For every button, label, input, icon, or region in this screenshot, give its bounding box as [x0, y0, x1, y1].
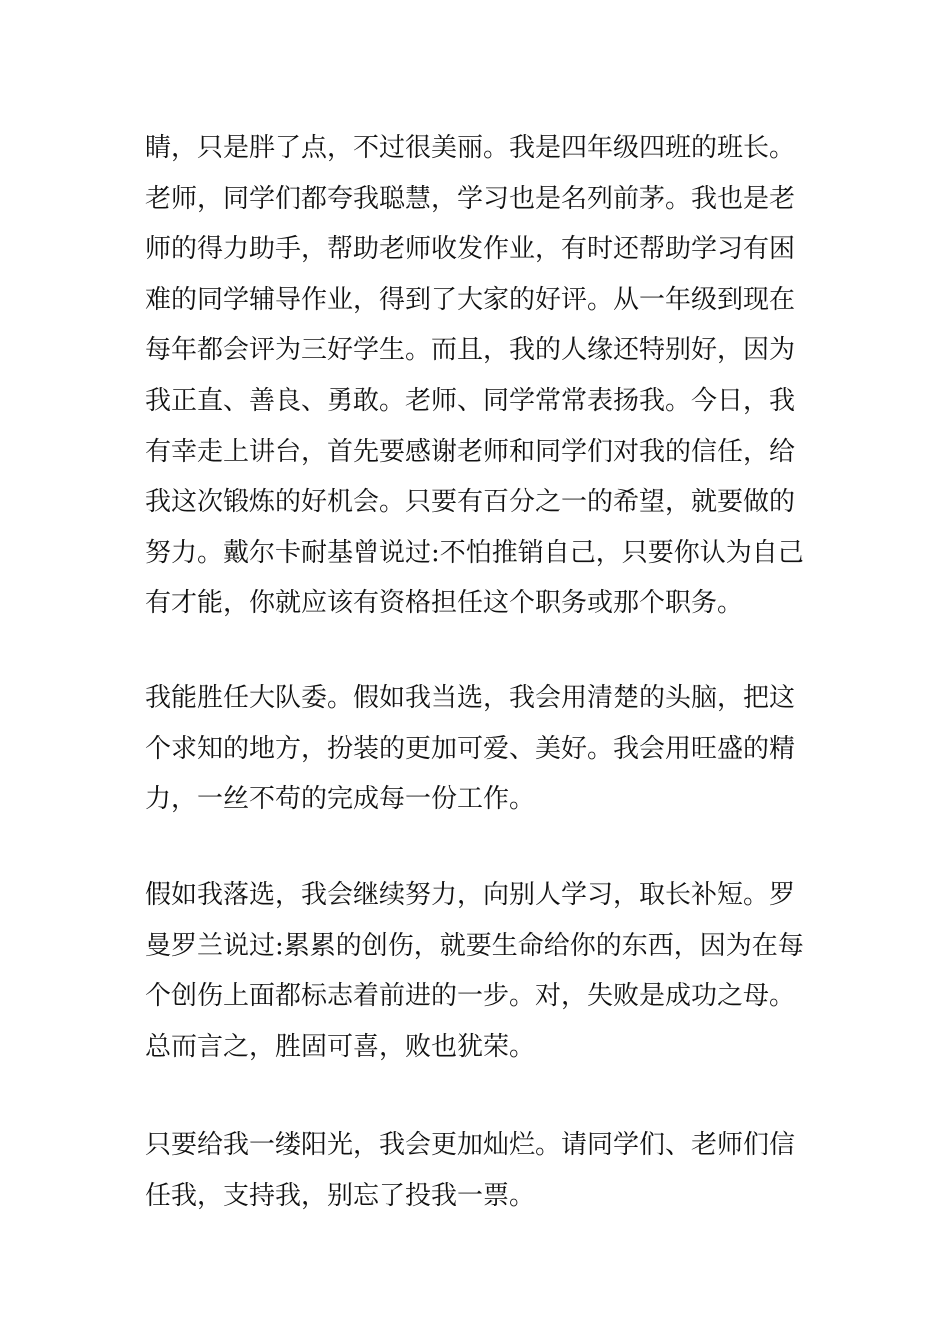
paragraph-line: 任我，支持我，别忘了投我一票。 [145, 1180, 536, 1211]
paragraph-line: 努力。戴尔卡耐基曾说过:不怕推销自己，只要你认为自己 [145, 537, 804, 568]
paragraph-line: 只要给我一缕阳光，我会更加灿烂。请同学们、老师们信 [145, 1130, 796, 1160]
paragraph-line: 假如我落选，我会继续努力，向别人学习，取长补短。罗 [145, 880, 796, 910]
paragraph-line: 力，一丝不苟的完成每一份工作。 [145, 784, 536, 815]
paragraph-if-elected [145, 673, 815, 825]
paragraph-line: 总而言之，胜固可喜，败也犹荣。 [145, 1031, 536, 1062]
paragraph-line: 难的同学辅导作业，得到了大家的好评。从一年级到现在 [145, 284, 796, 315]
paragraph-line: 我能胜任大队委。假如我当选，我会用清楚的头脑，把这 [145, 683, 796, 713]
paragraph-line: 个求知的地方，扮装的更加可爱、美好。我会用旺盛的精 [145, 733, 796, 764]
paragraph-line: 曼罗兰说过:累累的创伤，就要生命给你的东西，因为在每 [145, 930, 804, 961]
paragraph-closing [145, 1120, 815, 1221]
paragraph-self-introduction [145, 123, 815, 629]
paragraph-line: 有才能，你就应该有资格担任这个职务或那个职务。 [145, 588, 744, 619]
paragraph-line: 老师，同学们都夸我聪慧，学习也是名列前茅。我也是老 [145, 183, 796, 214]
paragraph-line: 我这次锻炼的好机会。只要有百分之一的希望，就要做的 [145, 487, 796, 518]
paragraph-line: 有幸走上讲台，首先要感谢老师和同学们对我的信任，给 [145, 436, 796, 467]
paragraph-line: 个创伤上面都标志着前进的一步。对，失败是成功之母。 [145, 981, 796, 1012]
paragraph-if-not-elected [145, 870, 815, 1072]
paragraph-line: 睛，只是胖了点，不过很美丽。我是四年级四班的班长。 [145, 133, 796, 163]
paragraph-line: 每年都会评为三好学生。而且，我的人缘还特别好，因为 [145, 335, 796, 366]
paragraph-line: 师的得力助手，帮助老师收发作业，有时还帮助学习有困 [145, 234, 796, 265]
paragraph-line: 我正直、善良、勇敢。老师、同学常常表扬我。今日，我 [145, 385, 796, 416]
